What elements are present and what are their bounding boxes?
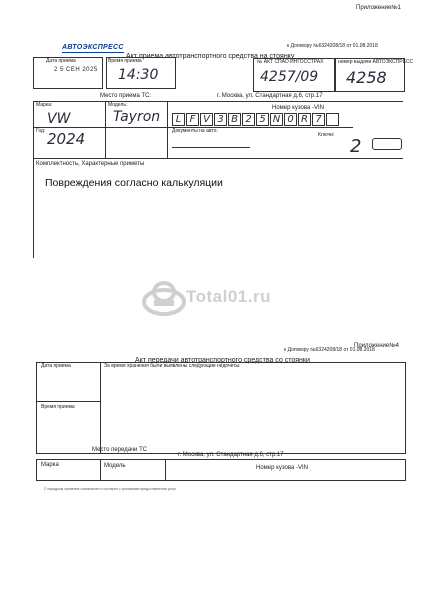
vin-char-cell: 0 — [284, 113, 297, 126]
act-number-label: № АКТ СПАО ИНГОССТРАХ — [257, 59, 324, 65]
vin-char-cell: 5 — [256, 113, 269, 126]
vin-char-cell: F — [186, 113, 199, 126]
bottom-place-label: Место передачи ТС — [92, 447, 148, 453]
contract-reference: к Договору №6324208/18 от 01.08.2018 — [287, 43, 378, 49]
bottom-model-label: Модель — [104, 463, 126, 469]
vin-char-cell: L — [172, 113, 185, 126]
year-label: Год: — [36, 128, 46, 134]
watermark — [140, 278, 271, 323]
vin-char-cell: R — [298, 113, 311, 126]
place-label: Место приема ТС: — [100, 93, 152, 99]
bottom-issues-label: За время хранения были выявлены следующие недочеты: — [104, 363, 241, 369]
appendix-label: Приложение№1 — [356, 5, 401, 11]
time-label: Время приема — [108, 58, 142, 64]
damage-text: Повреждения согласно калькуляции — [45, 177, 223, 189]
vin-label: Номер кузова -VIN — [272, 105, 324, 111]
bottom-left-midline — [36, 401, 100, 402]
place-underline — [33, 101, 403, 102]
vin-char-cell — [326, 113, 339, 126]
vin-char-cell: 2 — [242, 113, 255, 126]
documents-label: Документы на авто: — [172, 128, 218, 134]
acceptance-act-title: Акт приема автотранспортного средства на стоянку — [126, 53, 295, 60]
complect-box — [33, 158, 403, 258]
brand-label: Марка: — [36, 102, 53, 108]
vin-char-cell: 3 — [214, 113, 227, 126]
vin-char-cell: B — [228, 113, 241, 126]
bottom-model-divider — [165, 459, 166, 481]
keys-handwritten: 2 — [350, 136, 362, 157]
bottom-place-address: г. Москва, ул. Стандартная д.6, стр.17 — [178, 452, 284, 458]
vin-char-cell: V — [200, 113, 213, 126]
brand-divider — [105, 101, 106, 159]
vin-char-cell: N — [270, 113, 283, 126]
date-stamp: 2 5 СЕН 2025 — [54, 67, 98, 73]
act-number-handwritten: 4257/09 — [260, 69, 319, 85]
issue-number-handwritten: 4258 — [346, 68, 387, 87]
documents-line — [172, 147, 250, 148]
bottom-brand-divider — [100, 459, 101, 481]
complect-label: Комплектность, Характерные приметы — [36, 161, 145, 167]
year-handwritten: 2024 — [47, 130, 86, 148]
left-border-line — [33, 101, 34, 159]
model-divider — [167, 101, 168, 159]
watermark-text: Total01.ru — [186, 287, 271, 306]
place-address: г. Москва, ул. Стандартная д.6, стр.17 — [217, 93, 323, 99]
keys-label: Ключи: — [318, 132, 335, 138]
bottom-vehicle-row — [36, 459, 406, 481]
bottom-vin-label: Номер кузова -VIN — [256, 465, 308, 471]
bottom-time-label: Время приема — [41, 404, 75, 410]
watermark-logo-icon — [140, 278, 188, 318]
vin-grid — [172, 113, 340, 126]
bottom-date-label: Дата приема — [41, 363, 71, 369]
model-label: Модель: — [108, 102, 128, 108]
date-label: Дата приема — [46, 58, 76, 64]
time-handwritten: 14:30 — [118, 67, 159, 83]
contract-reference-bottom: к Договору №6324208/18 от 01.08.2018 — [284, 347, 375, 353]
model-handwritten: Tayron — [113, 109, 161, 125]
issue-number-label: номер выдачи АВТОЭКСПРЕСС — [338, 59, 414, 65]
logo-underline — [62, 52, 124, 53]
company-logo: АВТОЭКСПРЕСС — [62, 44, 124, 51]
bottom-footnote: С порядком хранения ознакомлен и согласен с условиями предоставления услуг — [44, 487, 177, 491]
bottom-brand-label: Марка — [41, 462, 59, 468]
bottom-upper-divider — [100, 362, 101, 454]
bottom-upper-box — [36, 362, 406, 454]
appendix-label-bottom: Приложение№4 — [354, 343, 399, 349]
vin-char-cell: 7 — [312, 113, 325, 126]
keys-box — [372, 138, 402, 150]
release-act-title: Акт передачи автотранспортного средства со стоянки — [135, 357, 310, 364]
brand-handwritten: VW — [47, 111, 71, 127]
